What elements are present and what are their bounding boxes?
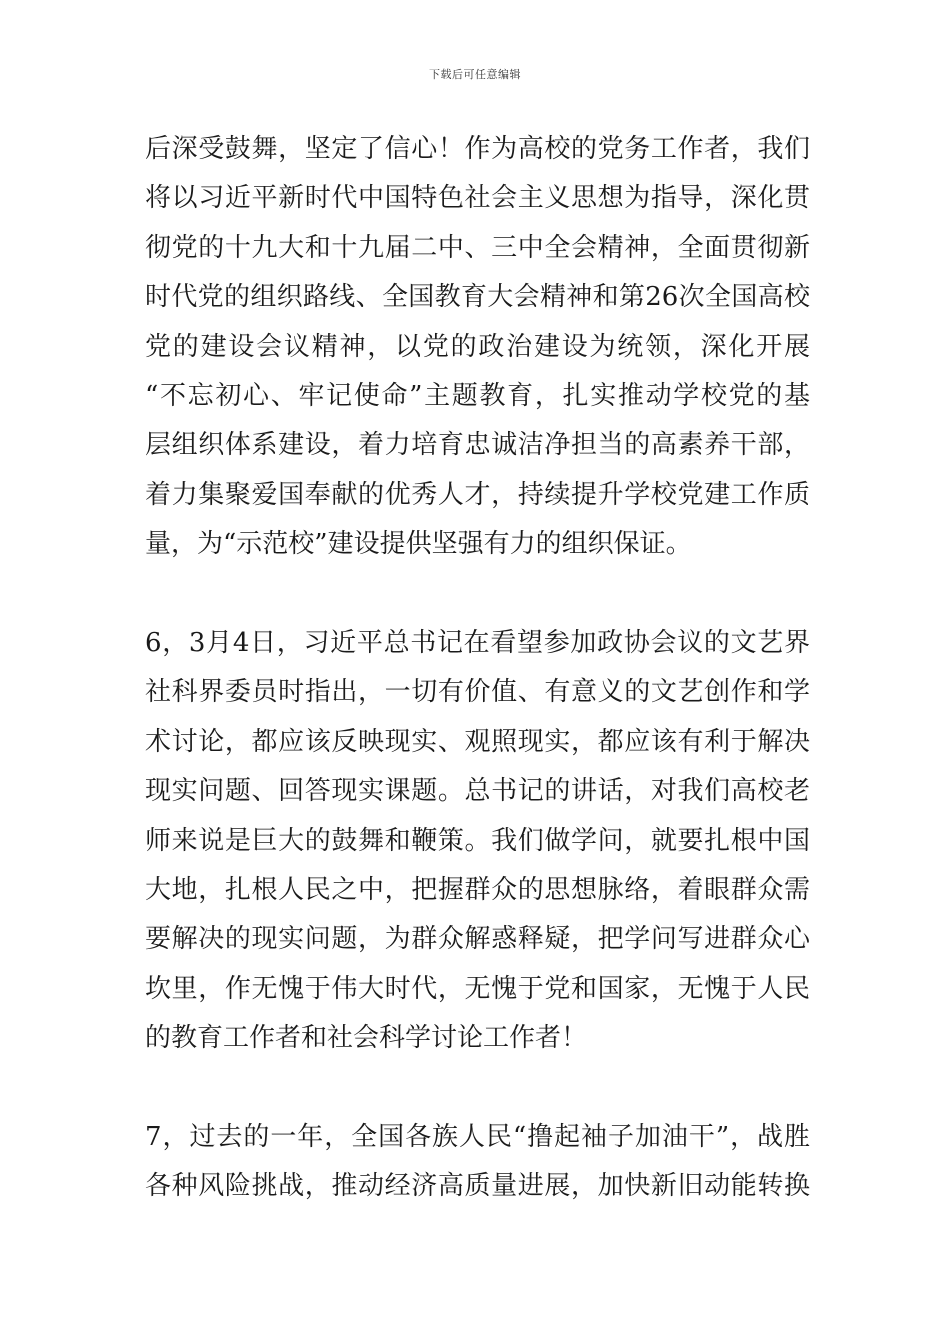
text-line: 6，3月4日，习近平总书记在看望参加政协会议的文艺界: [145, 628, 810, 659]
text-line: 大地，扎根人民之中，把握群众的思想脉络，着眼群众需: [145, 874, 810, 905]
text-line: 量，为“示范校”建设提供坚强有力的组织保证。: [145, 529, 692, 560]
paragraph-3: [145, 1113, 810, 1212]
text-line: 层组织体系建设，着力培育忠诚洁净担当的高素养干部，: [145, 430, 810, 461]
text-line: 着力集聚爱国奉献的优秀人才，持续提升学校党建工作质: [145, 479, 810, 510]
text-line: 坎里，作无愧于伟大时代，无愧于党和国家，无愧于人民: [145, 973, 810, 1004]
text-line: 党的建设会议精神，以党的政治建设为统领，深化开展: [145, 331, 810, 362]
text-line: 后深受鼓舞，坚定了信心！作为高校的党务工作者，我们: [145, 134, 810, 164]
text-line: 7，过去的一年，全国各族人民“撸起袖子加油干”，战胜: [145, 1122, 810, 1153]
text-line: 社科界委员时指出，一切有价值、有意义的文艺创作和学: [145, 677, 810, 708]
document-body: [145, 125, 810, 1212]
text-line: “不忘初心、牢记使命”主题教育，扎实推动学校党的基: [145, 380, 810, 411]
text-line: 各种风险挑战，推动经济高质量进展，加快新旧动能转换: [145, 1171, 810, 1202]
text-line: 彻党的十九大和十九届二中、三中全会精神，全面贯彻新: [145, 232, 810, 263]
paragraph-1: [145, 125, 810, 570]
page-header: 下载后可任意编辑: [429, 68, 521, 81]
text-line: 现实问题、回答现实课题。总书记的讲话，对我们高校老: [145, 776, 810, 807]
text-line: 时代党的组织路线、全国教育大会精神和第26次全国高校: [145, 282, 810, 313]
text-line: 将以习近平新时代中国特色社会主义思想为指导，深化贯: [145, 183, 810, 214]
text-line: 要解决的现实问题，为群众解惑释疑，把学问写进群众心: [145, 924, 810, 955]
paragraph-2: [145, 619, 810, 1064]
text-line: 师来说是巨大的鼓舞和鞭策。我们做学问，就要扎根中国: [145, 825, 810, 856]
text-line: 的教育工作者和社会科学讨论工作者！: [145, 1023, 588, 1054]
text-line: 术讨论，都应该反映现实、观照现实，都应该有利于解决: [145, 726, 810, 757]
paragraph-spacer: [145, 1064, 810, 1114]
paragraph-spacer: [145, 570, 810, 620]
